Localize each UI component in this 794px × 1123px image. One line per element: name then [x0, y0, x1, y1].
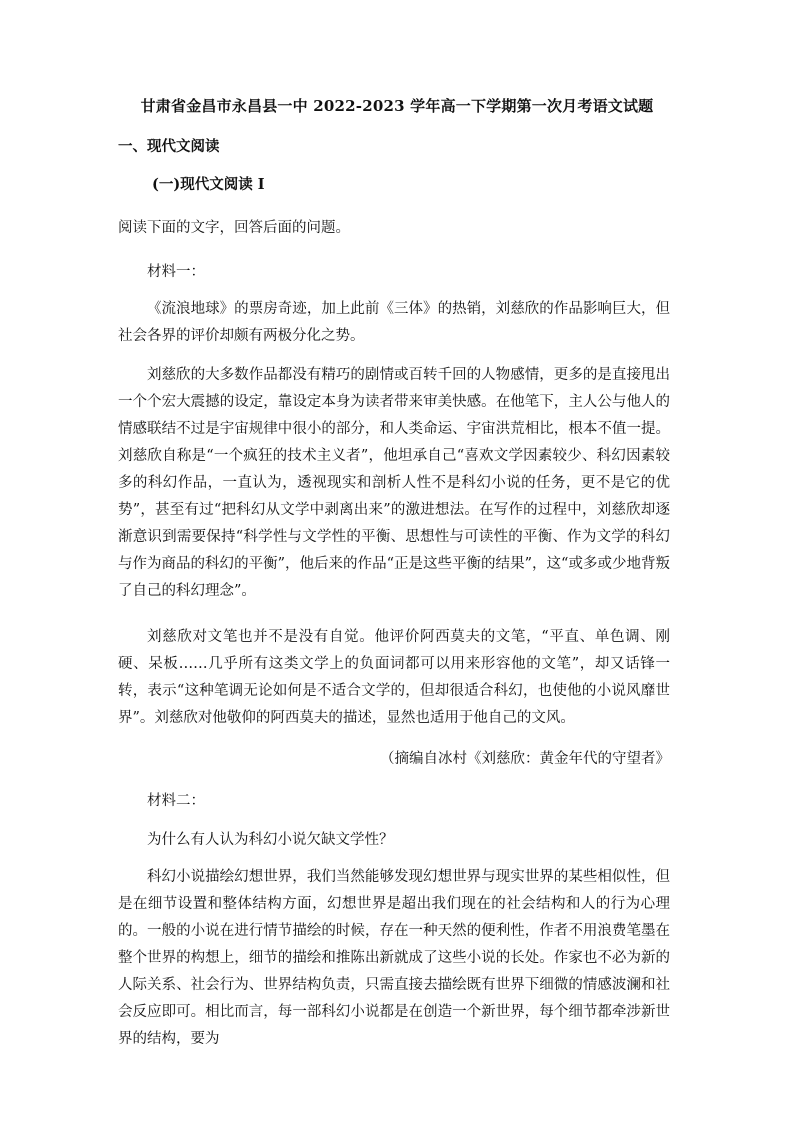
material1-paragraph-1	[118, 296, 670, 350]
paragraph-text: 科幻小说描绘幻想世界，我们当然能够发现幻想世界与现实世界的某些相似性，但是在细节设置和整体结构方面，幻想世界是超出我们现在的社会结构和人的行为心理的。一般的小说在进行情节描绘的时候，存在一种天然的便利性，作者不用浪费笔墨在整个世界的构想上，细节的描绘和推陈出新就成了这些小说的长处。作家也不必为新的人际关系、社会行为、世界结构负责，只需直接去描绘既有世界下细微的情感波澜和社会反应即可。相比而言，每一部科幻小说都是在创造一个新世界，每个细节都牵涉新世界的结构，要为	[118, 869, 670, 1047]
sub-heading: (一)现代文阅读 I	[152, 176, 265, 193]
material1-label: 材料一：	[147, 264, 205, 280]
material1-paragraph-2	[118, 362, 670, 605]
material1-label-block	[118, 259, 670, 286]
document-title: 甘肃省金昌市永昌县一中 2022-2023 学年高一下学期第一次月考语文试题	[140, 97, 654, 115]
material2-label-block	[118, 788, 670, 815]
material2-paragraph-1	[118, 864, 670, 1053]
instruction-line: 阅读下面的文字，回答后面的问题。	[118, 220, 350, 236]
paragraph-text: 《流浪地球》的票房奇迹，加上此前《三体》的热销，刘慈欣的作品影响巨大，但社会各界的评价却颇有两极分化之势。	[118, 301, 670, 344]
material1-source: （摘编自冰村《刘慈欣：黄金年代的守望者》	[380, 751, 670, 767]
instruction-text	[118, 215, 670, 242]
material2-question-block	[118, 827, 670, 854]
paragraph-text: 刘慈欣的大多数作品都没有精巧的剧情或百转千回的人物感情，更多的是直接甩出一个个宏大震撼的设定，靠设定本身为读者带来审美快感。在他笔下，主人公与他人的情感联结不过是宇宙规律中很小的部分，和人类命运、宇宙洪荒相比，根本不值一提。刘慈欣自称是“一个疯狂的技术主义者”，他坦承自己“喜欢文学因素较少、科幻因素较多的科幻作品，一直认为，透视现实和剖析人性不是科幻小说的任务，更不是它的优势”，甚至有过“把科幻从文学中剥离出来”的激进想法。在写作的过程中，刘慈欣却逐渐意识到需要保持“科学性与文学性的平衡、思想性与可读性的平衡、作为文学的科幻与作为商品的科幻的平衡”，他后来的作品“正是这些平衡的结果”，这“或多或少地背叛了自己的科幻理念”。	[118, 367, 670, 599]
material2-question: 为什么有人认为科幻小说欠缺文学性？	[147, 832, 394, 848]
material1-paragraph-3	[118, 624, 670, 732]
material2-label: 材料二：	[147, 793, 205, 809]
paragraph-text: 刘慈欣对文笔也并不是没有自觉。他评价阿西莫夫的文笔，“平直、单色调、刚硬、呆板……几乎所有这类文学上的负面词都可以用来形容他的文笔”，却又话锋一转，表示“这种笔调无论如何是不适合文学的，但却很适合科幻，也使他的小说风靡世界”。刘慈欣对他敬仰的阿西莫夫的描述，显然也适用于他自己的文风。	[118, 629, 670, 726]
section-heading: 一、现代文阅读	[118, 138, 220, 155]
